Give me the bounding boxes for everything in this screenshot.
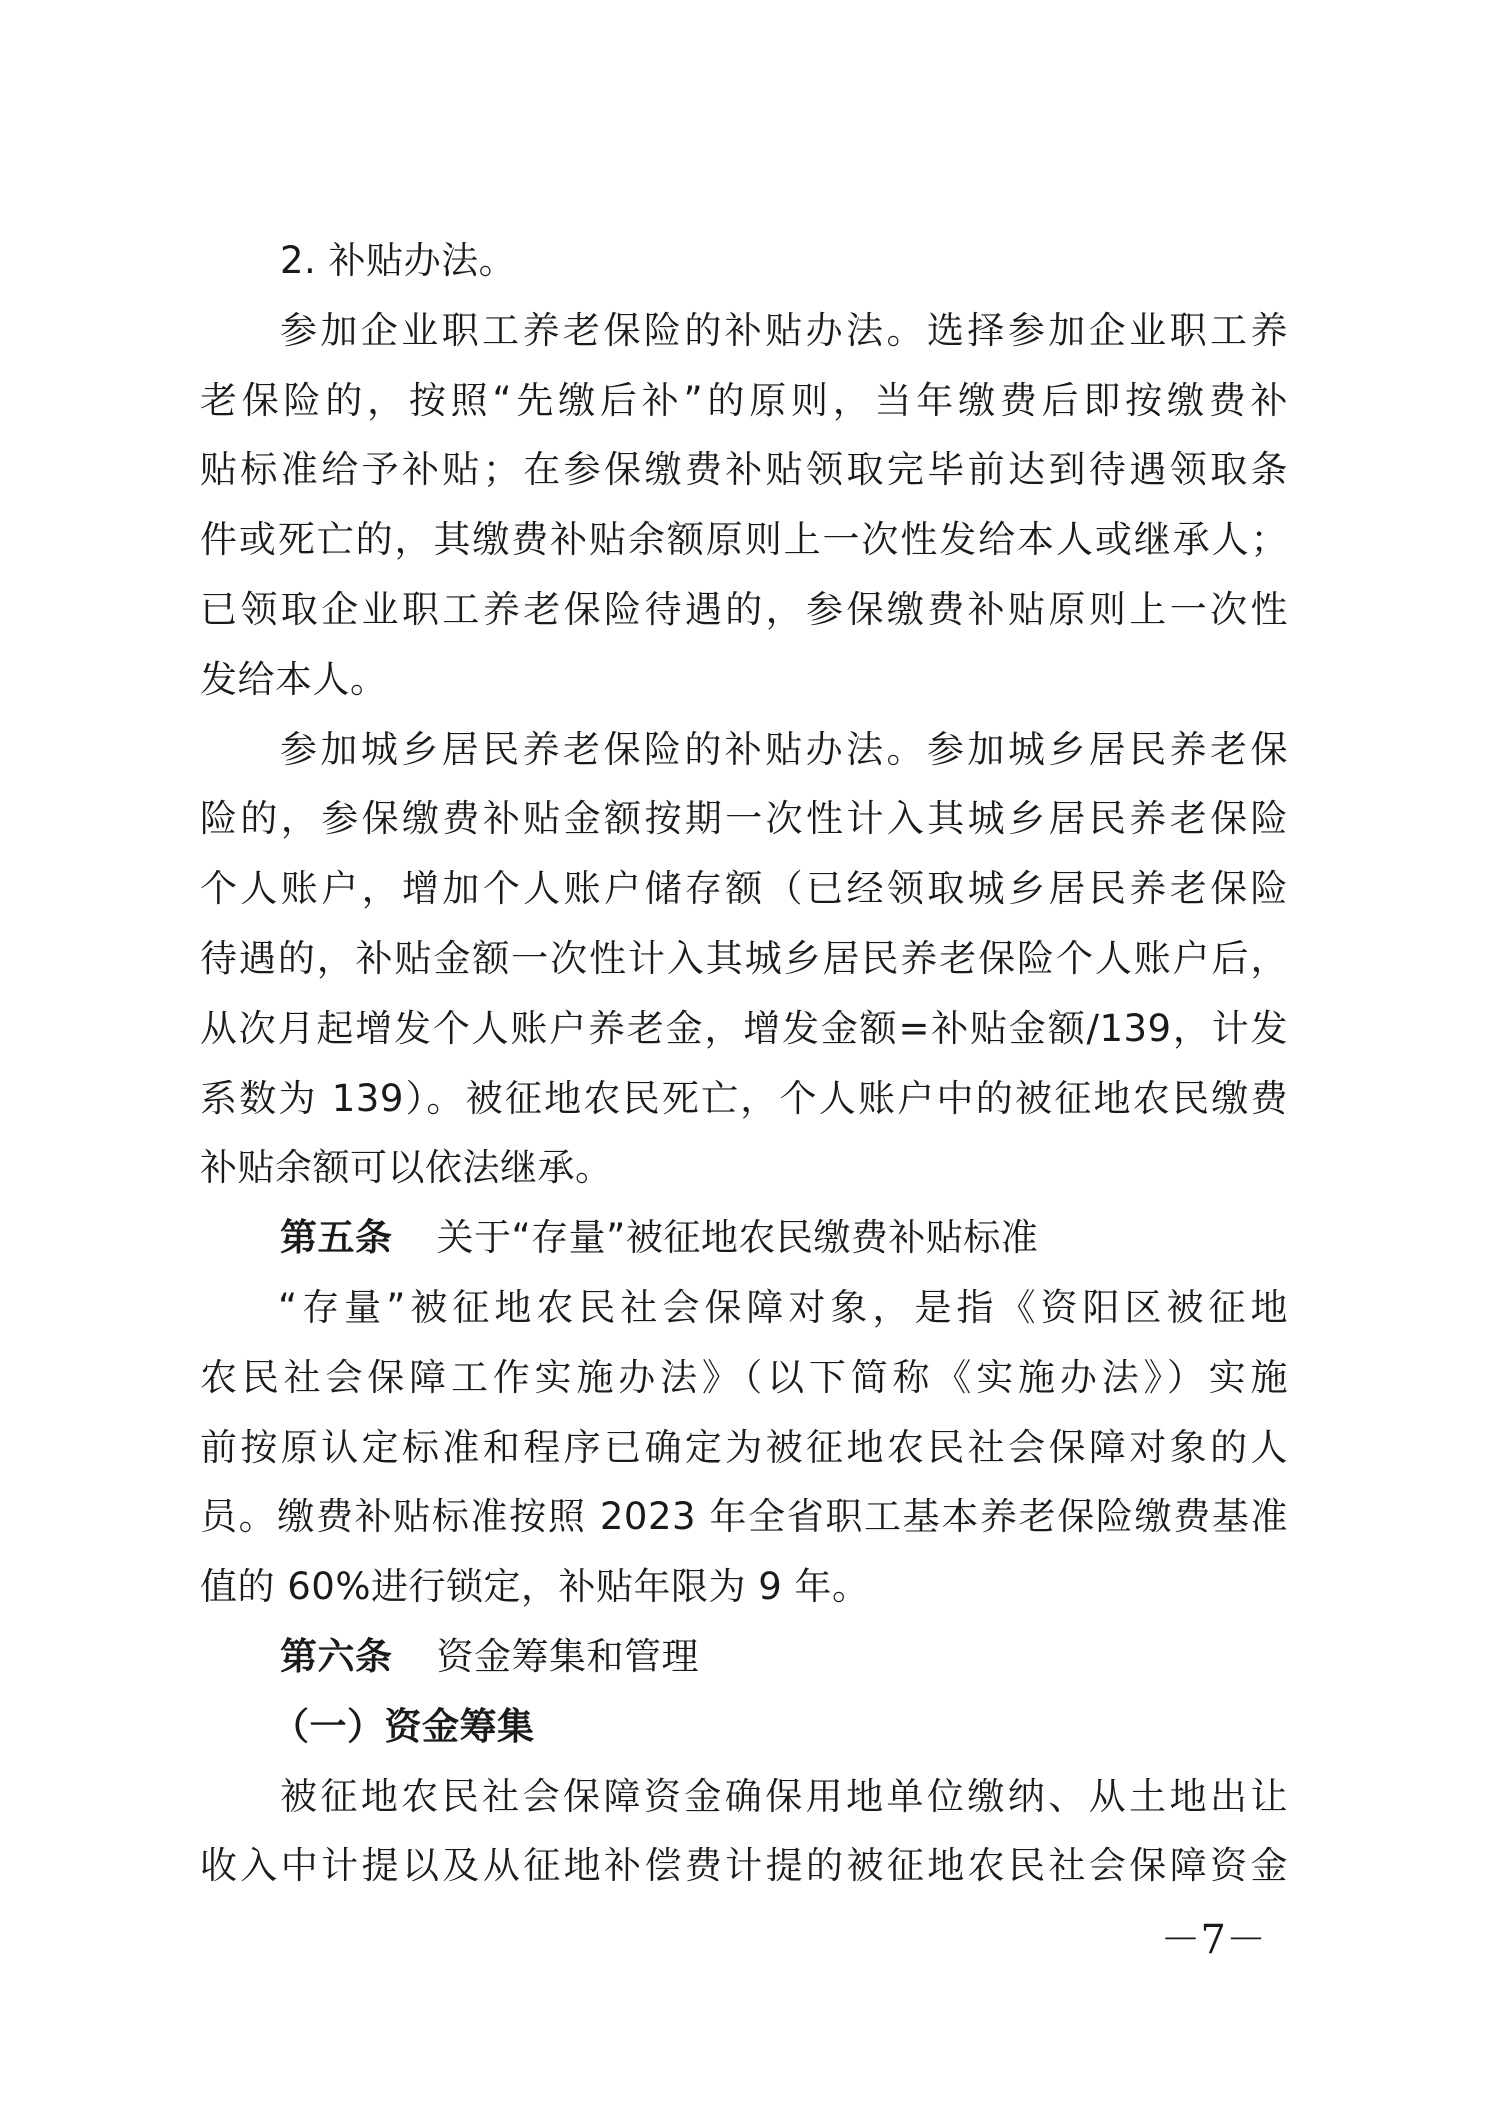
article-5-label: 第五条 <box>280 1216 393 1260</box>
paragraph-line: “存量”被征地农民社会保障对象，是指《资阳区被征地 <box>278 1285 1288 1329</box>
paragraph-line: 件或死亡的，其缴费补贴余额原则上一次性发给本人或继承人； <box>200 518 1288 562</box>
subsection-heading: 2. 补贴办法。 <box>280 239 517 282</box>
paragraph-line: 待遇的，补贴金额一次性计入其城乡居民养老保险个人账户后， <box>200 936 1288 980</box>
article-6-label: 第六条 <box>280 1634 393 1678</box>
article-5-title: 关于“存量”被征地农民缴费补贴标准 <box>436 1216 1039 1260</box>
paragraph-line: 补贴余额可以依法继承。 <box>200 1146 613 1190</box>
paragraph-line: 发给本人。 <box>200 657 388 701</box>
paragraph-line: 前按原认定标准和程序已确定为被征地农民社会保障对象的人 <box>200 1425 1288 1469</box>
article-6-heading <box>200 1622 1288 1692</box>
paragraph-line: 参加城乡居民养老保险的补贴办法。参加城乡居民养老保 <box>280 727 1288 771</box>
paragraph-line: 值的 60%进行锁定，补贴年限为 9 年。 <box>200 1565 870 1609</box>
paragraph-line: 被征地农民社会保障资金确保用地单位缴纳、从土地出让 <box>280 1774 1288 1818</box>
page-number: －7－ <box>1160 1917 1266 1963</box>
body-text <box>200 226 1288 1901</box>
paragraph-line: 农民社会保障工作实施办法》（以下简称《实施办法》）实施 <box>200 1355 1288 1399</box>
paragraph-line: 从次月起增发个人账户养老金，增发金额=补贴金额/139，计发 <box>200 1006 1288 1050</box>
paragraph-line: 贴标准给予补贴；在参保缴费补贴领取完毕前达到待遇领取条 <box>200 448 1288 492</box>
paragraph-line: 险的，参保缴费补贴金额按期一次性计入其城乡居民养老保险 <box>200 797 1288 841</box>
article-6-title: 资金筹集和管理 <box>436 1634 699 1678</box>
paragraph-line: 收入中计提以及从征地补偿费计提的被征地农民社会保障资金 <box>200 1844 1288 1888</box>
article-5-heading <box>200 1203 1288 1273</box>
paragraph-line: 老保险的，按照“先缴后补”的原则，当年缴费后即按缴费补 <box>200 378 1288 422</box>
paragraph-line: 员。缴费补贴标准按照 2023 年全省职工基本养老保险缴费基准 <box>200 1495 1288 1539</box>
paragraph-line: 已领取企业职工养老保险待遇的，参保缴费补贴原则上一次性 <box>200 587 1288 631</box>
paragraph-line: 系数为 139）。被征地农民死亡，个人账户中的被征地农民缴费 <box>200 1076 1288 1120</box>
section-heading: （一）资金筹集 <box>272 1704 535 1748</box>
paragraph-line: 个人账户，增加个人账户储存额（已经领取城乡居民养老保险 <box>200 867 1288 911</box>
paragraph-line: 参加企业职工养老保险的补贴办法。选择参加企业职工养 <box>280 308 1288 352</box>
